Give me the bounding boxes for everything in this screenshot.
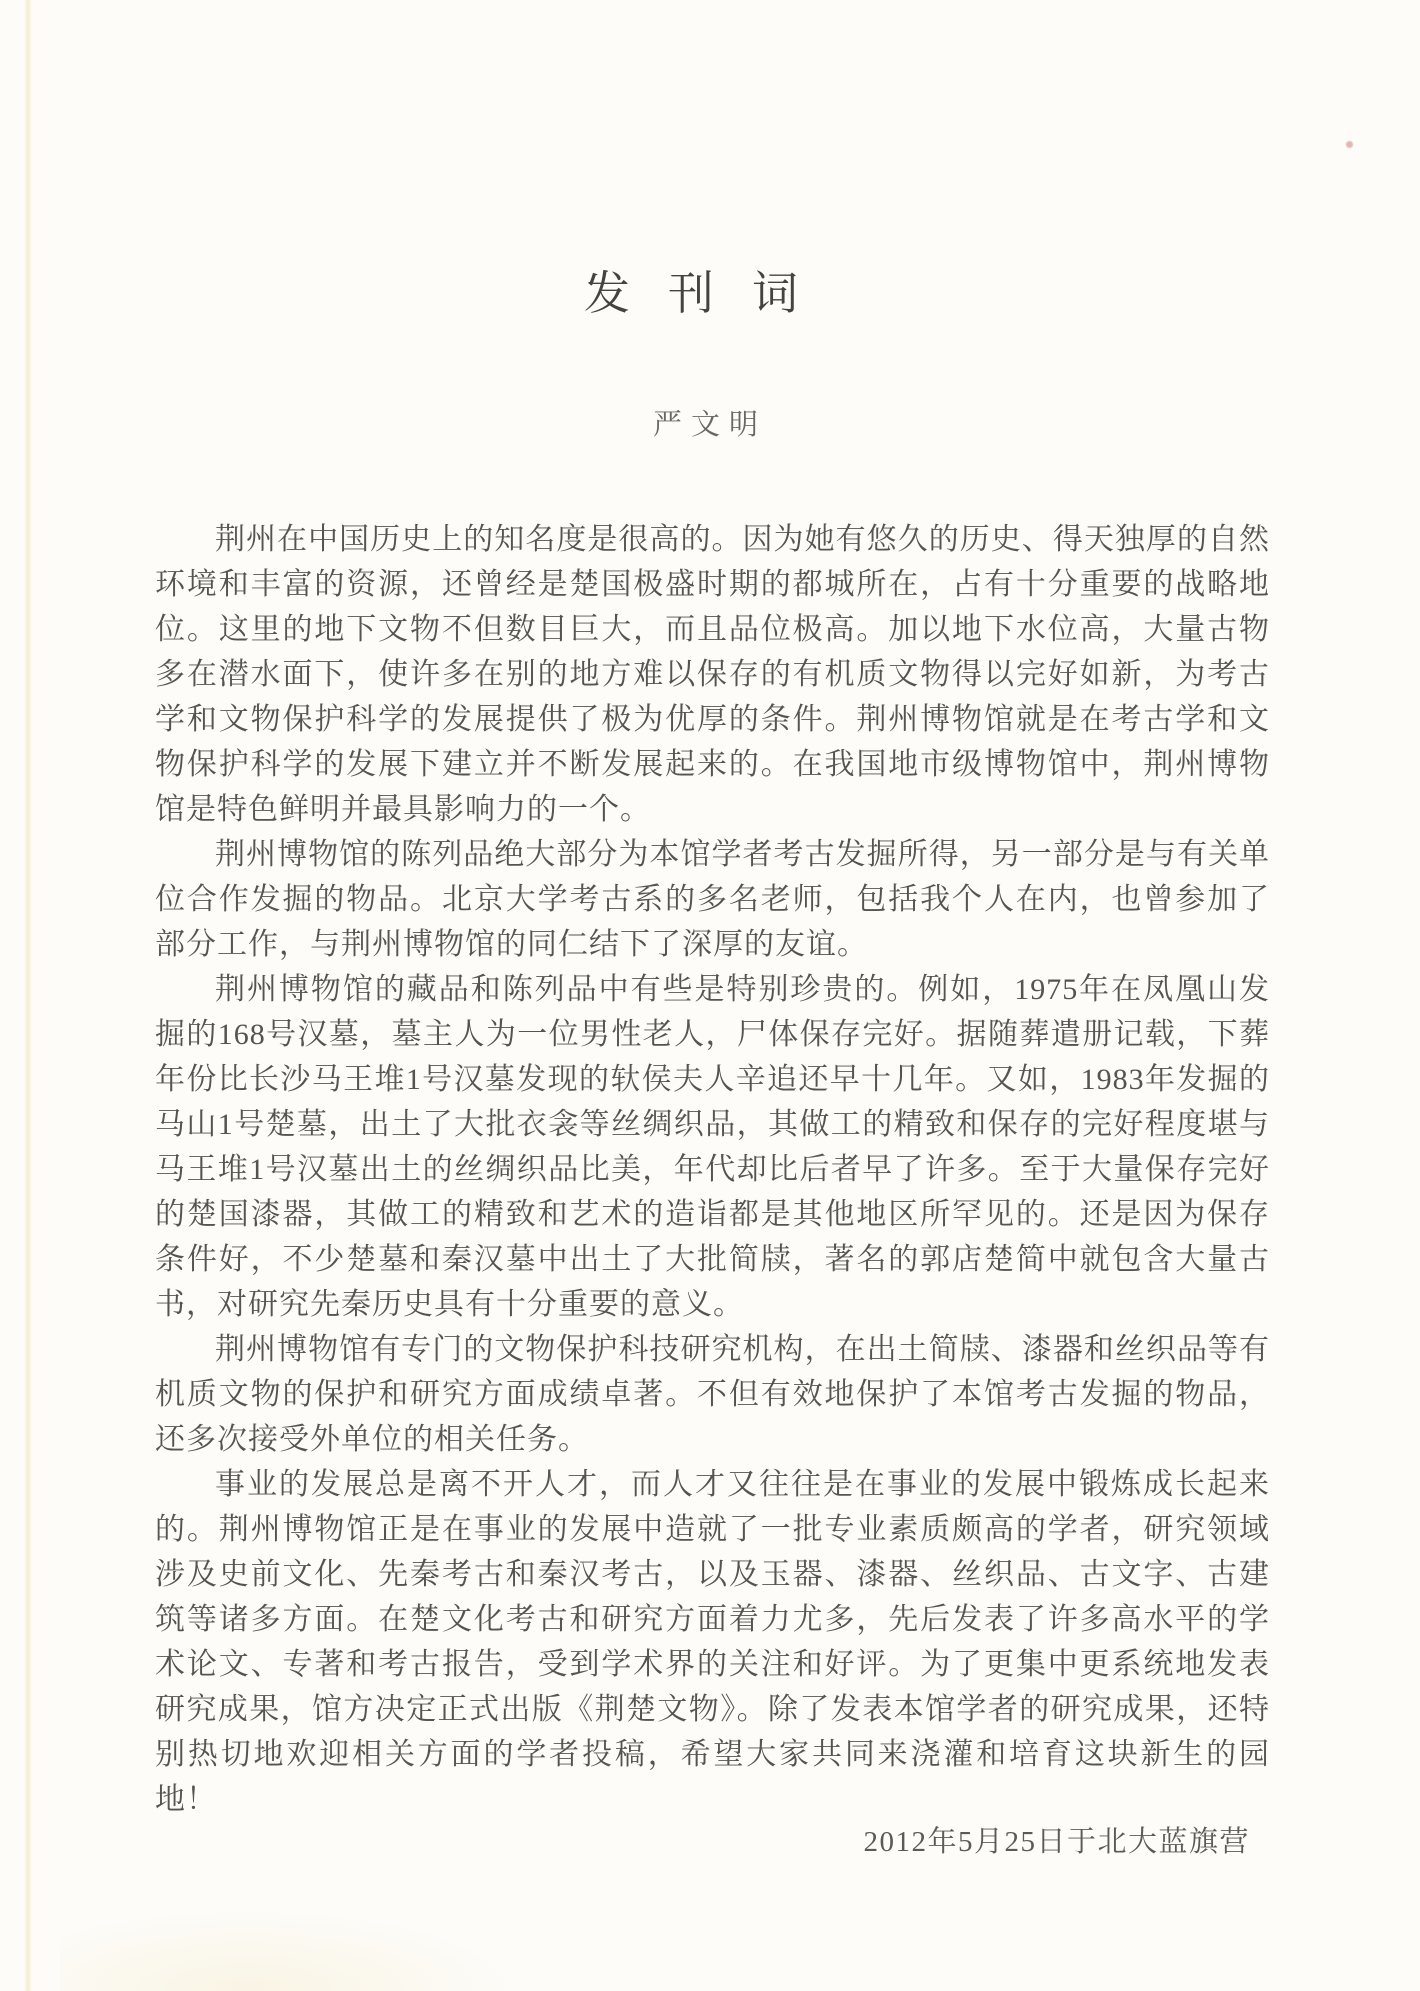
document-body: [155, 517, 1270, 1822]
document-title: 发刊词: [584, 268, 836, 319]
paragraph-1: 荆州在中国历史上的知名度是很高的。因为她有悠久的历史、得天独厚的自然环境和丰富的资源，还曾经是楚国极盛时期的都城所在，占有十分重要的战略地位。这里的地下文物不但数目巨大，而且品位极高。加以地下水位高，大量古物多在潜水面下，使许多在别的地方难以保存的有机质文物得以完好如新，为考古学和文物保护科学的发展提供了极为优厚的条件。荆州博物馆就是在考古学和文物保护科学的发展下建立并不断发展起来的。在我国地市级博物馆中，荆州博物馆是特色鲜明并最具影响力的一个。: [155, 523, 1270, 826]
scan-speck: [1346, 141, 1353, 148]
date-line: 2012年5月25日于北大蓝旗营: [863, 1826, 1250, 1858]
scan-blotch-artifact: [60, 1905, 530, 1991]
paragraph-3: 荆州博物馆的藏品和陈列品中有些是特别珍贵的。例如，1975年在凤凰山发掘的168号汉墓，墓主人为一位男性老人，尸体保存完好。据随葬遣册记载，下葬年份比长沙马王堆1号汉墓发现的轪侯夫人辛追还早十几年。又如，1983年发掘的马山1号楚墓，出土了大批衣衾等丝绸织品，其做工的精致和保存的完好程度堪与马王堆1号汉墓出土的丝绸织品比美，年代却比后者早了许多。至于大量保存完好的楚国漆器，其做工的精致和艺术的造诣都是其他地区所罕见的。还是因为保存条件好，不少楚墓和秦汉墓中出土了大批简牍，著名的郭店楚简中就包含大量古书，对研究先秦历史具有十分重要的意义。: [155, 973, 1270, 1321]
paragraph-5: 事业的发展总是离不开人才，而人才又往往是在事业的发展中锻炼成长起来的。荆州博物馆正是在事业的发展中造就了一批专业素质颇高的学者，研究领域涉及史前文化、先秦考古和秦汉考古，以及玉器、漆器、丝织品、古文字、古建筑等诸多方面。在楚文化考古和研究方面着力尤多，先后发表了许多高水平的学术论文、专著和考古报告，受到学术界的关注和好评。为了更集中更系统地发表研究成果，馆方决定正式出版《荆楚文物》。除了发表本馆学者的研究成果，还特别热切地欢迎相关方面的学者投稿，希望大家共同来浇灌和培育这块新生的园地！: [155, 1468, 1270, 1816]
paragraph-4: 荆州博物馆有专门的文物保护科技研究机构，在出土简牍、漆器和丝织品等有机质文物的保护和研究方面成绩卓著。不但有效地保护了本馆考古发掘的物品，还多次接受外单位的相关任务。: [155, 1333, 1270, 1456]
author-name: 严文明: [652, 409, 767, 441]
paragraph-2: 荆州博物馆的陈列品绝大部分为本馆学者考古发掘所得，另一部分是与有关单位合作发掘的物品。北京大学考古系的多名老师，包括我个人在内，也曾参加了部分工作，与荆州博物馆的同仁结下了深厚的友谊。: [155, 838, 1270, 961]
